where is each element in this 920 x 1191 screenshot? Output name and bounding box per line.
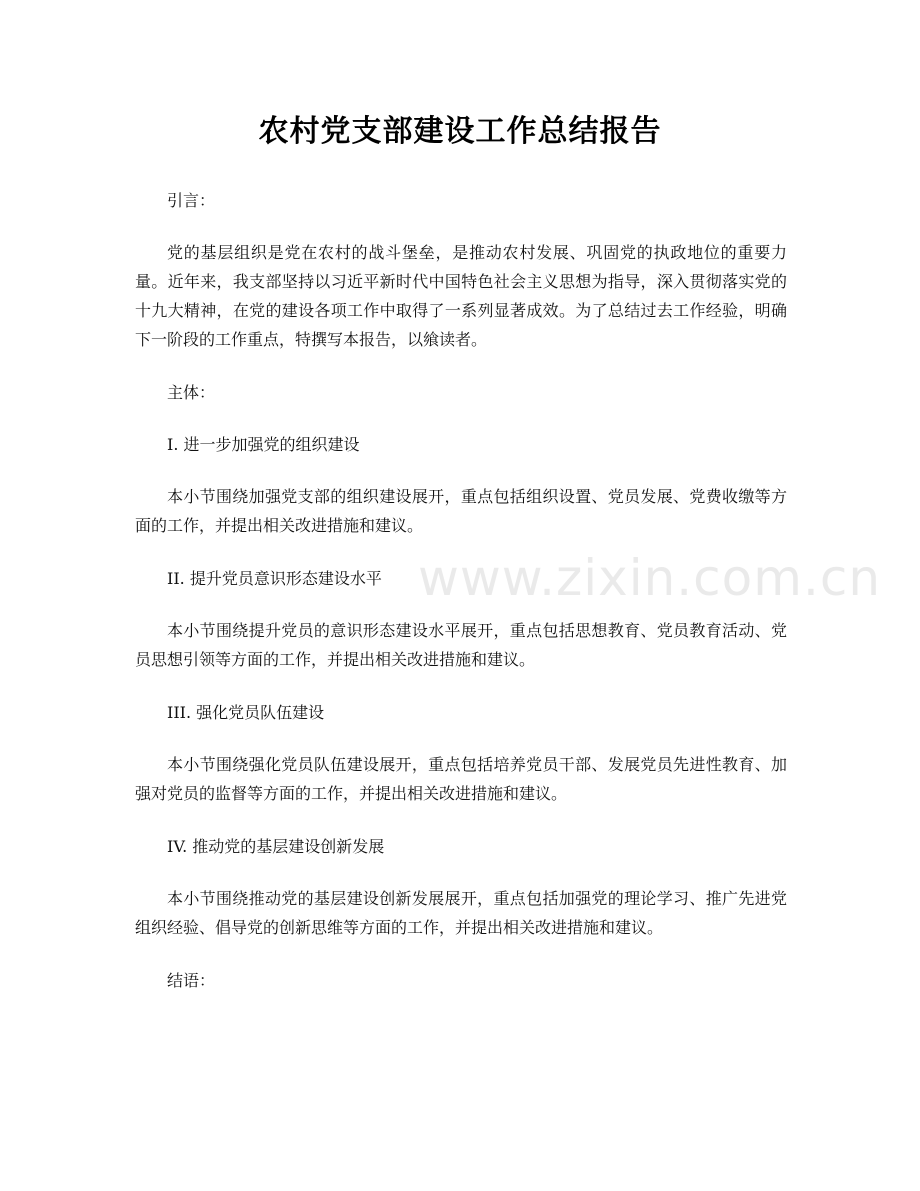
section-paragraph-1: 本小节围绕加强党支部的组织建设展开，重点包括组织设置、党员发展、党费收缴等方面的工作，并提出相关改进措施和建议。 (135, 487, 787, 535)
watermark-text: www.zixin.com.cn (418, 549, 882, 607)
section-heading-2: II. 提升党员意识形态建设水平 (167, 569, 382, 588)
section-paragraph-2: 本小节围绕提升党员的意识形态建设水平展开，重点包括思想教育、党员教育活动、党员思想引领等方面的工作，并提出相关改进措施和建议。 (135, 621, 787, 669)
document-body (135, 186, 787, 1018)
section-heading-4: IV. 推动党的基层建设创新发展 (167, 837, 385, 856)
conclusion-label: 结语： (167, 971, 216, 990)
intro-paragraph: 党的基层组织是党在农村的战斗堡垒，是推动农村发展、巩固党的执政地位的重要力量。近年来，我支部坚持以习近平新时代中国特色社会主义思想为指导，深入贯彻落实党的十九大精神，在党的建设各项工作中取得了一系列显著成效。为了总结过去工作经验，明确下一阶段的工作重点，特撰写本报告，以飨读者。 (135, 243, 787, 349)
document-title: 农村党支部建设工作总结报告 (258, 114, 662, 149)
section-paragraph-3: 本小节围绕强化党员队伍建设展开，重点包括培养党员干部、发展党员先进性教育、加强对党员的监督等方面的工作，并提出相关改进措施和建议。 (135, 755, 787, 803)
body-label: 主体： (167, 383, 216, 402)
section-heading-3: III. 强化党员队伍建设 (167, 703, 325, 722)
section-paragraph-4: 本小节围绕推动党的基层建设创新发展展开，重点包括加强党的理论学习、推广先进党组织经验、倡导党的创新思维等方面的工作，并提出相关改进措施和建议。 (135, 889, 787, 937)
intro-label: 引言： (167, 191, 216, 210)
section-heading-1: I. 进一步加强党的组织建设 (167, 435, 360, 454)
